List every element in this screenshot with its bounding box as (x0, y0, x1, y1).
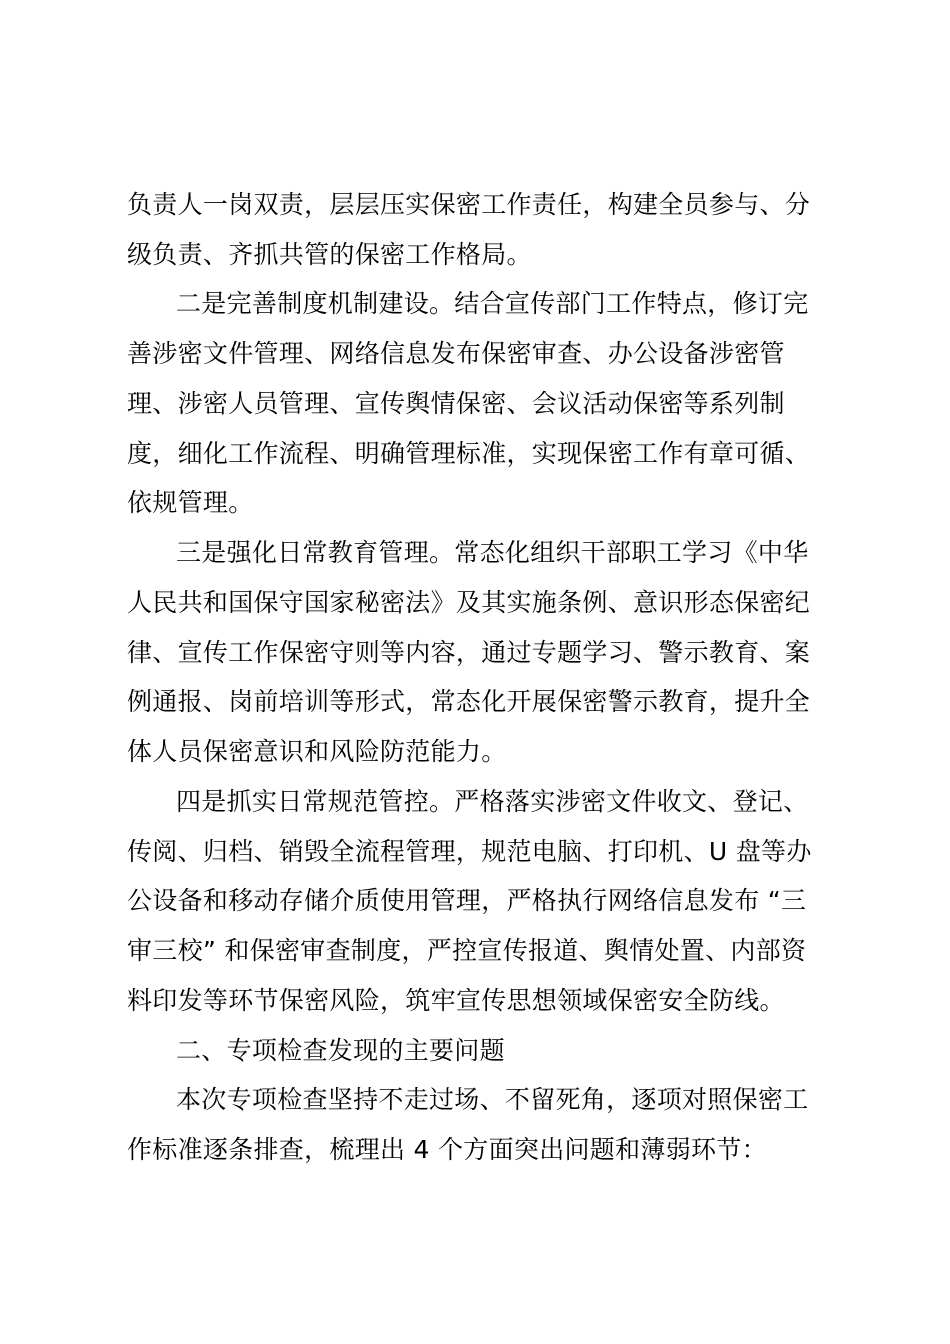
section-heading: 二、专项检查发现的主要问题 (176, 1036, 505, 1065)
text-line: 传阅、归档、销毁全流程管理，规范电脑、打印机、U 盘等办 (127, 837, 812, 866)
text-line: 作标准逐条排查，梳理出 4 个方面突出问题和薄弱环节： (127, 1135, 767, 1164)
paragraph-heading-line: 四是抓实日常规范管控。严格落实涉密文件收文、登记、 (176, 787, 809, 816)
text-line: 依规管理。 (127, 488, 254, 517)
text-line: 度，细化工作流程、明确管理标准，实现保密工作有章可循、 (127, 439, 811, 468)
text-line: 人民共和国保守国家秘密法》及其实施条例、意识形态保密纪 (127, 588, 811, 617)
text-line: 公设备和移动存储介质使用管理，严格执行网络信息发布 “三 (127, 886, 807, 915)
text-line: 理、涉密人员管理、宣传舆情保密、会议活动保密等系列制 (127, 389, 785, 418)
text-line: 审三校” 和保密审查制度，严控宣传报道、舆情处置、内部资 (127, 936, 807, 965)
text-line: 善涉密文件管理、网络信息发布保密审查、办公设备涉密管 (127, 339, 785, 368)
paragraph-heading-line: 三是强化日常教育管理。常态化组织干部职工学习《中华 (176, 538, 809, 567)
text-line: 体人员保密意识和风险防范能力。 (127, 737, 507, 766)
paragraph-heading-line: 二是完善制度机制建设。结合宣传部门工作特点，修订完 (176, 289, 809, 318)
text-line: 料印发等环节保密风险，筑牢宣传思想领域保密安全防线。 (127, 986, 785, 1015)
text-line: 律、宣传工作保密守则等内容，通过专题学习、警示教育、案 (127, 638, 811, 667)
text-line: 级负责、齐抓共管的保密工作格局。 (127, 240, 532, 269)
text-line: 负责人一岗双责，层层压实保密工作责任，构建全员参与、分 (127, 190, 811, 219)
paragraph-first-line: 本次专项检查坚持不走过场、不留死角，逐项对照保密工 (176, 1085, 809, 1114)
text-line: 例通报、岗前培训等形式，常态化开展保密警示教育，提升全 (127, 687, 811, 716)
